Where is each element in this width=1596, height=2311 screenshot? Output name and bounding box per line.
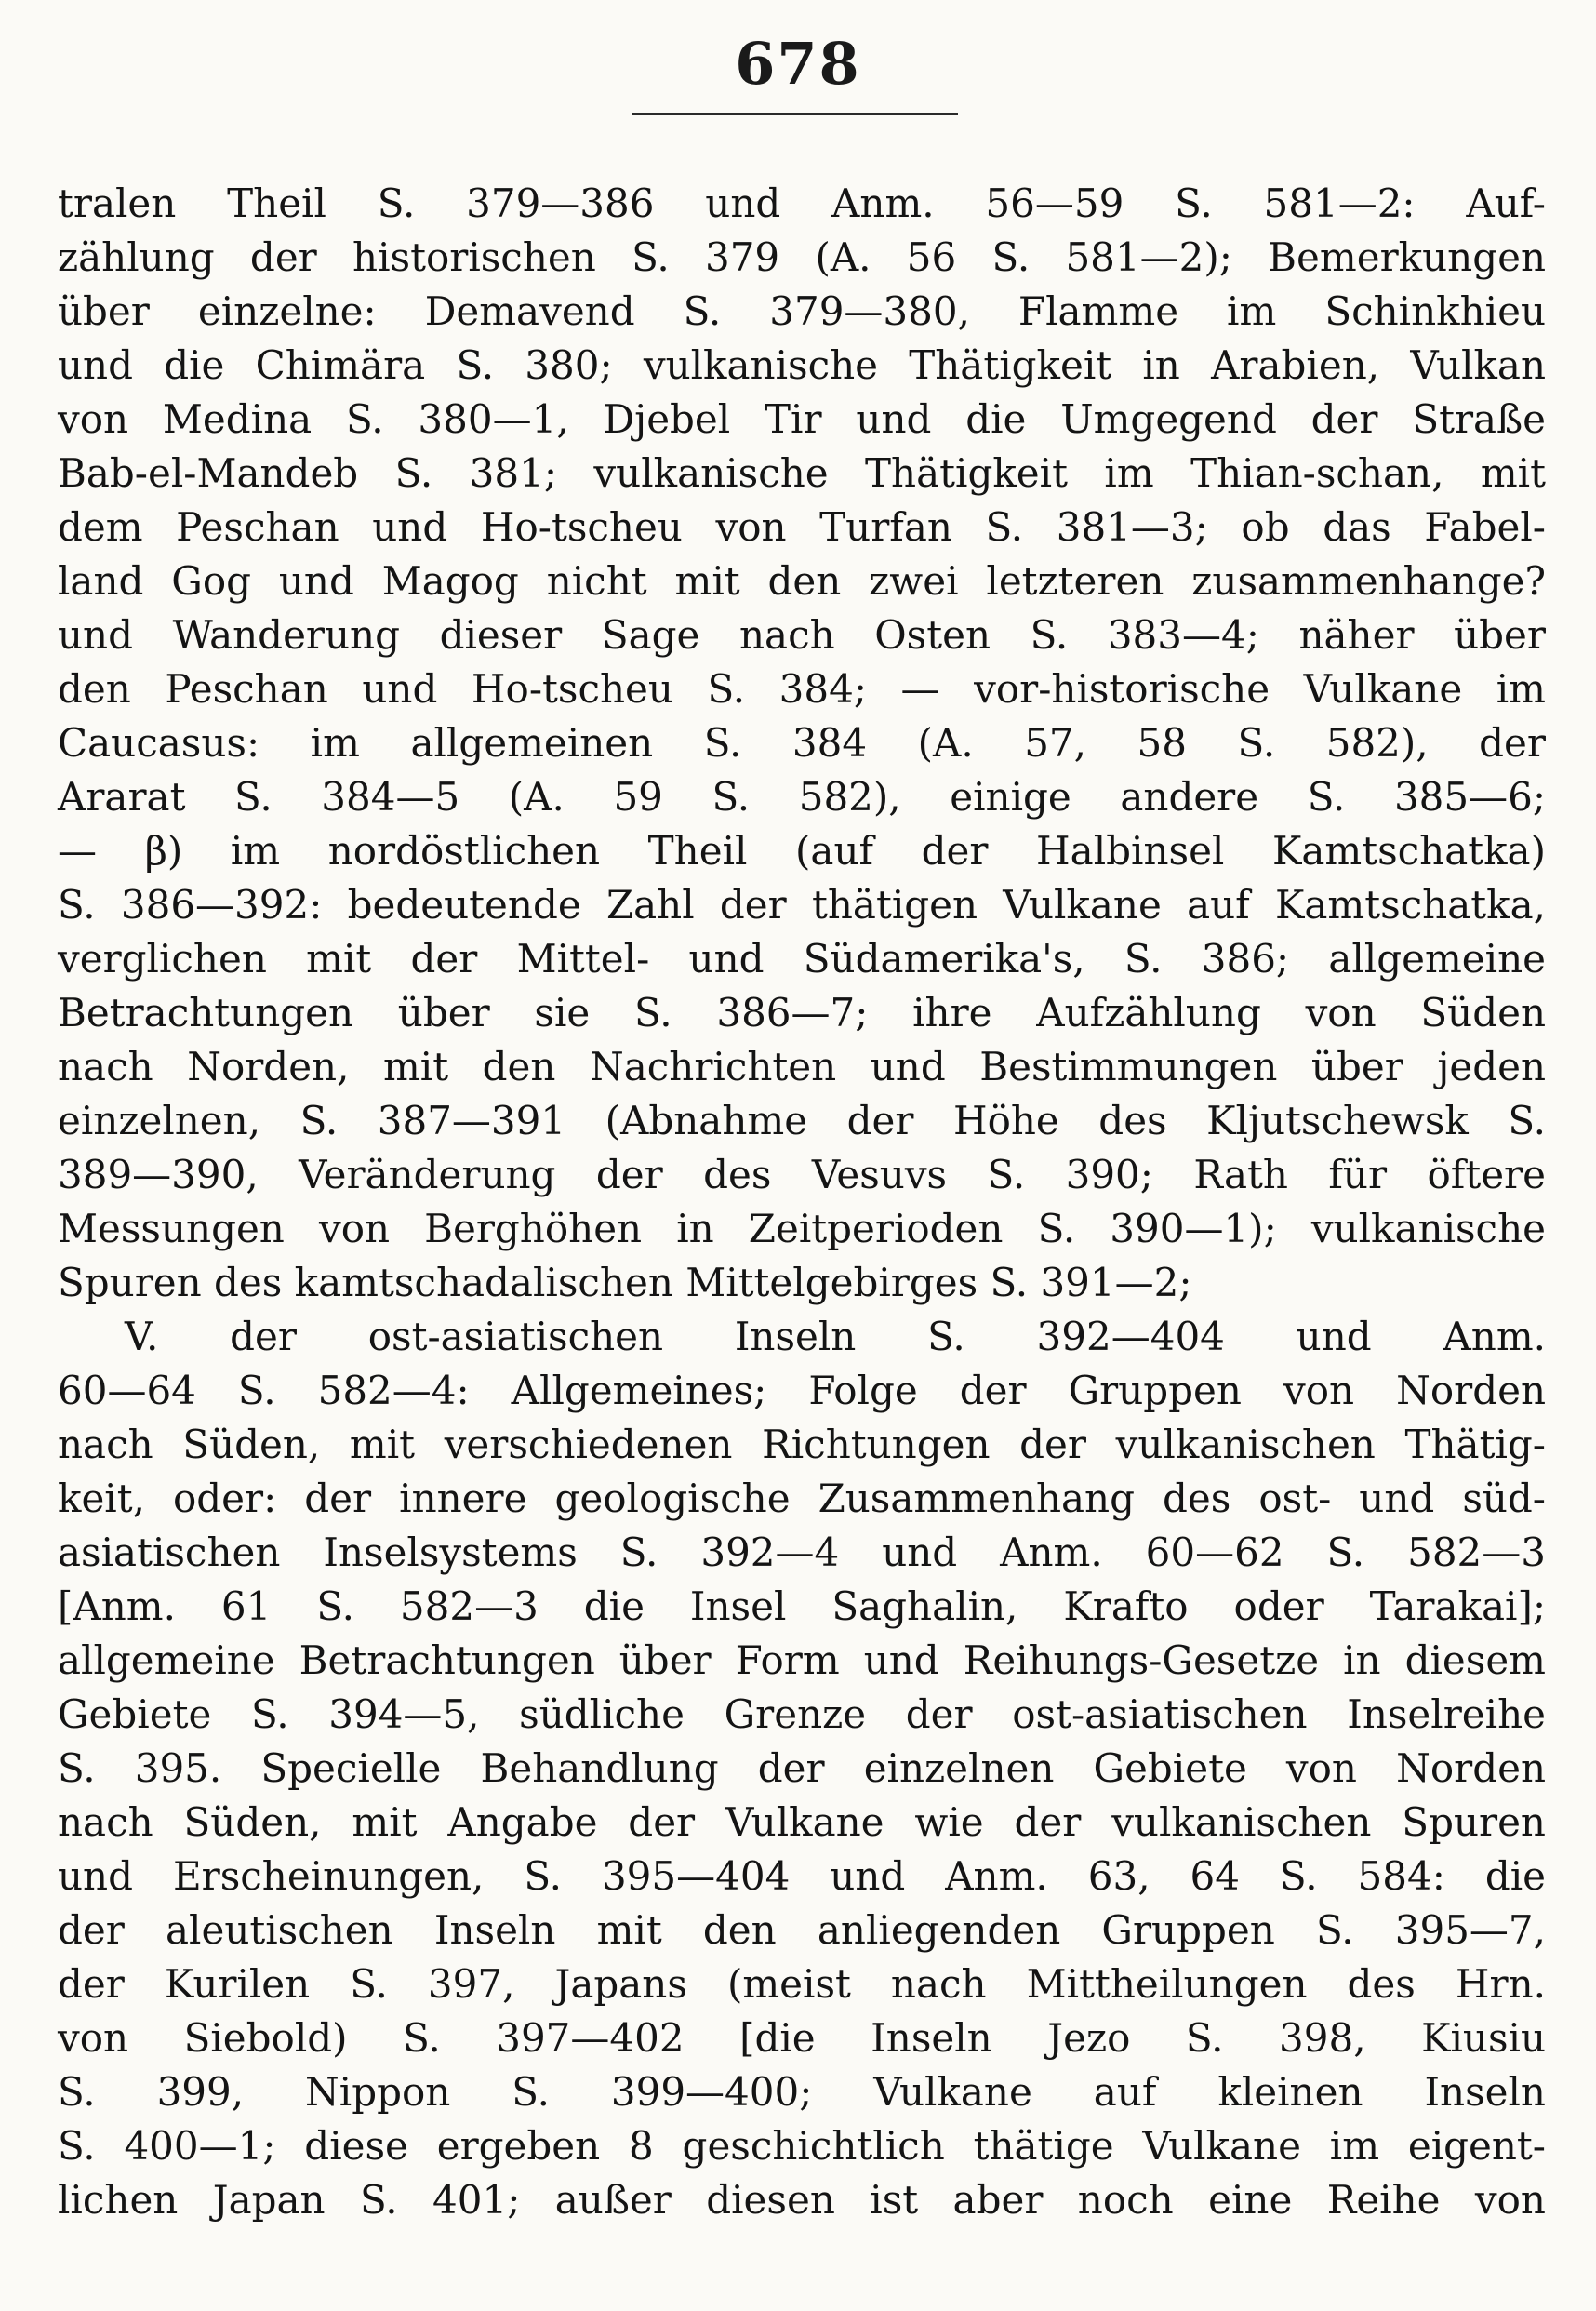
text-line: — β) im nordöstlichen Theil (auf der Halbinsel Kamtschatka) <box>58 828 1546 874</box>
text-line: nach Süden, mit Angabe der Vulkane wie der vulkanischen Spuren <box>58 1799 1546 1845</box>
text-line: Caucasus: im allgemeinen S. 384 (A. 57, 58 S. 582), der <box>58 720 1546 766</box>
text-line: einzelnen, S. 387—391 (Abnahme der Höhe des Kljutschewsk S. <box>58 1098 1546 1143</box>
text-line: über einzelne: Demavend S. 379—380, Flamme im Schinkhieu <box>58 288 1546 334</box>
text-line: der Kurilen S. 397, Japans (meist nach Mittheilungen des Hrn. <box>58 1961 1546 2007</box>
page-number: 678 <box>735 30 861 98</box>
text-line: Spuren des kamtschadalischen Mittelgebirges S. 391—2; <box>58 1260 1192 1305</box>
text-line: S. 386—392: bedeutende Zahl der thätigen Vulkane auf Kamtschatka, <box>58 882 1546 928</box>
text-line: Bab-el-Mandeb S. 381; vulkanische Thätigkeit im Thian-schan, mit <box>58 450 1546 496</box>
text-line: Messungen von Berghöhen in Zeitperioden S. 390—1); vulkanische <box>58 1206 1546 1251</box>
text-line: land Gog und Magog nicht mit den zwei letzteren zusammenhange? <box>58 558 1546 604</box>
text-line: der aleutischen Inseln mit den anliegenden Gruppen S. 395—7, <box>58 1907 1546 1953</box>
text-line: 60—64 S. 582—4: Allgemeines; Folge der Gruppen von Norden <box>58 1368 1546 1413</box>
text-line: asiatischen Inselsystems S. 392—4 und Anm. 60—62 S. 582—3 <box>58 1530 1546 1575</box>
text-line: lichen Japan S. 401; außer diesen ist aber noch eine Reihe von <box>58 2177 1546 2223</box>
text-line: [Anm. 61 S. 582—3 die Insel Saghalin, Krafto oder Tarakai]; <box>58 1583 1546 1629</box>
text-line: keit, oder: der innere geologische Zusammenhang des ost- und süd- <box>58 1476 1546 1521</box>
text-line: Gebiete S. 394—5, südliche Grenze der ost-asiatischen Inselreihe <box>58 1691 1546 1737</box>
body-text <box>58 177 1546 2227</box>
text-line: Ararat S. 384—5 (A. 59 S. 582), einige andere S. 385—6; <box>58 774 1546 820</box>
text-line: nach Süden, mit verschiedenen Richtungen der vulkanischen Thätig- <box>58 1422 1546 1467</box>
text-line: zählung der historischen S. 379 (A. 56 S. 581—2); Bemerkungen <box>58 234 1546 280</box>
text-line: S. 395. Specielle Behandlung der einzelnen Gebiete von Norden <box>58 1745 1546 1791</box>
text-line: allgemeine Betrachtungen über Form und Reihungs-Gesetze in diesem <box>58 1637 1546 1683</box>
text-line: und die Chimära S. 380; vulkanische Thätigkeit in Arabien, Vulkan <box>58 342 1546 388</box>
section-heading-line: V. der ost-asiatischen Inseln S. 392—404 und Anm. <box>125 1314 1546 1359</box>
text-line: von Siebold) S. 397—402 [die Inseln Jezo S. 398, Kiusiu <box>58 2015 1546 2061</box>
text-line: und Wanderung dieser Sage nach Osten S. 383—4; näher über <box>58 612 1546 658</box>
text-line: S. 400—1; diese ergeben 8 geschichtlich thätige Vulkane im eigent- <box>58 2123 1546 2169</box>
text-line: von Medina S. 380—1, Djebel Tir und die Umgegend der Straße <box>58 396 1546 442</box>
text-line: tralen Theil S. 379—386 und Anm. 56—59 S. 581—2: Auf- <box>58 180 1546 226</box>
text-line: nach Norden, mit den Nachrichten und Bestimmungen über jeden <box>58 1044 1546 1089</box>
text-line: Betrachtungen über sie S. 386—7; ihre Aufzählung von Süden <box>58 990 1546 1035</box>
text-line: den Peschan und Ho-tscheu S. 384; — vor-historische Vulkane im <box>58 666 1546 712</box>
text-line: verglichen mit der Mittel- und Südamerika's, S. 386; allgemeine <box>58 936 1546 982</box>
header-rule <box>632 113 958 115</box>
text-line: dem Peschan und Ho-tscheu von Turfan S. 381—3; ob das Fabel- <box>58 504 1546 550</box>
text-line: S. 399, Nippon S. 399—400; Vulkane auf kleinen Inseln <box>58 2069 1546 2115</box>
text-line: 389—390, Veränderung der des Vesuvs S. 390; Rath für öftere <box>58 1152 1546 1197</box>
text-line: und Erscheinungen, S. 395—404 und Anm. 63, 64 S. 584: die <box>58 1853 1546 1899</box>
